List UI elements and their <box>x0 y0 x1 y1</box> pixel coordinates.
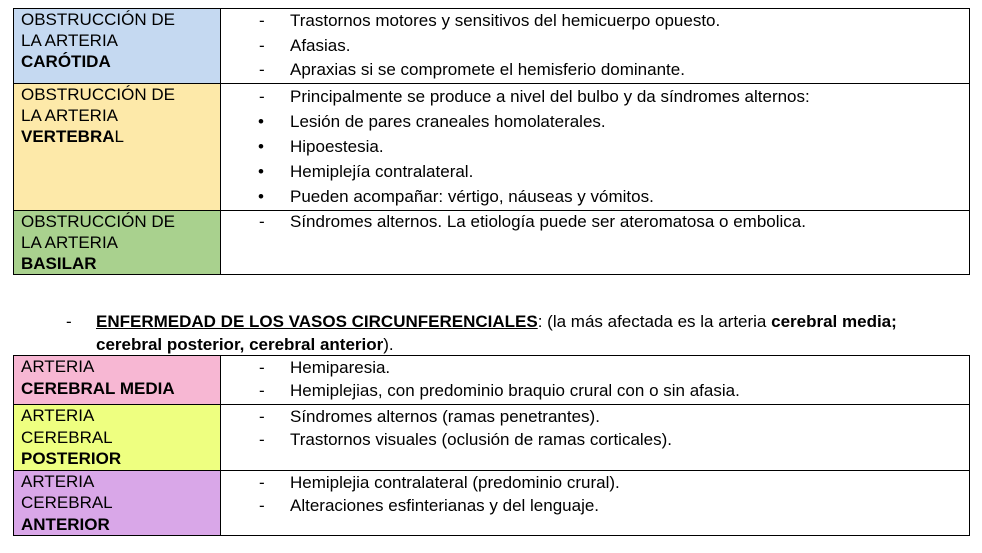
item-text: Síndromes alternos (ramas penetrantes). <box>290 407 600 426</box>
content-cell <box>221 210 970 274</box>
content-cell <box>221 405 970 471</box>
bullet-marker: • <box>258 111 264 131</box>
list-item <box>231 211 969 233</box>
label-line: OBSTRUCCIÓN DE <box>21 84 175 104</box>
label-bold: POSTERIOR <box>21 449 122 468</box>
heading-title: ENFERMEDAD DE LOS VASOS CIRCUNFERENCIALES <box>96 312 538 331</box>
list-item <box>231 471 969 494</box>
item-list <box>231 356 969 402</box>
label-bold: BASILAR <box>21 253 97 273</box>
item-text: Apraxias si se compromete el hemisferio dominante. <box>290 60 685 79</box>
cerebral-arteries-table <box>13 355 970 536</box>
dash-marker: - <box>259 211 265 231</box>
dash-marker: - <box>259 358 265 377</box>
item-text: Trastornos motores y sensitivos del hemicuerpo opuesto. <box>290 11 721 30</box>
list-item <box>231 58 969 83</box>
list-item <box>231 379 969 402</box>
list-item <box>231 9 969 34</box>
table-row <box>14 405 970 471</box>
dash-marker: - <box>259 86 265 106</box>
heading-text: (la más afectada es la arteria <box>542 312 772 331</box>
label-line: OBSTRUCCIÓN DE <box>21 211 175 231</box>
list-item <box>231 34 969 59</box>
label-line: LA ARTERIA <box>21 105 119 125</box>
item-text: Lesión de pares craneales homolaterales. <box>290 111 606 131</box>
label-cell-media <box>14 356 221 405</box>
label-bold: CARÓTIDA <box>21 52 111 71</box>
list-item <box>231 84 969 109</box>
dash-marker: - <box>259 11 265 30</box>
label-line: LA ARTERIA <box>21 232 119 252</box>
item-text: Hemiparesia. <box>290 358 391 377</box>
dash-marker: - <box>259 472 265 492</box>
section-heading <box>66 310 946 356</box>
label-cell-vertebral <box>14 83 221 210</box>
content-cell <box>221 356 970 405</box>
list-item <box>231 109 969 134</box>
list-item <box>231 428 969 451</box>
item-list <box>231 405 969 451</box>
bullet-marker: • <box>258 187 264 207</box>
item-text: Alteraciones esfinterianas y del lenguaje. <box>290 495 600 515</box>
list-item <box>231 134 969 159</box>
label-line: LA ARTERIA <box>21 31 119 50</box>
label-line: ARTERIA <box>21 471 95 491</box>
label-line: CEREBRAL <box>21 493 113 512</box>
label-cell-carotida <box>14 9 221 84</box>
item-list <box>231 211 969 233</box>
item-text: Principalmente se produce a nivel del bulbo y da síndromes alternos: <box>290 86 810 106</box>
list-item <box>231 184 969 209</box>
item-text: Hipoestesia. <box>290 136 384 156</box>
heading-colon: : <box>537 312 543 331</box>
item-text: Afasias. <box>290 35 351 55</box>
item-list <box>231 84 969 210</box>
item-text: Síndromes alternos. La etiología puede ser ateromatosa o embolica. <box>290 211 806 231</box>
label-bold: CEREBRAL MEDIA <box>21 378 175 398</box>
dash-marker: - <box>259 60 265 79</box>
dash-marker: - <box>259 430 265 449</box>
dash-marker: - <box>259 381 265 400</box>
item-text: Hemiplejias, con predominio braquio crural con o sin afasia. <box>290 381 740 400</box>
label-line: ARTERIA <box>21 357 95 376</box>
item-text: Pueden acompañar: vértigo, náuseas y vómitos. <box>290 187 654 207</box>
content-cell <box>221 83 970 210</box>
heading-text-end: ). <box>383 335 394 354</box>
list-item <box>231 356 969 379</box>
label-cell-basilar <box>14 210 221 274</box>
label-line: OBSTRUCCIÓN DE <box>21 10 175 29</box>
item-list <box>231 9 969 83</box>
item-text: Trastornos visuales (oclusión de ramas corticales). <box>290 430 673 449</box>
table-row <box>14 356 970 405</box>
label-tail: L <box>114 126 124 146</box>
table-row <box>14 470 970 536</box>
dash-marker: - <box>259 407 265 426</box>
label-cell-anterior <box>14 470 221 536</box>
content-cell <box>221 470 970 536</box>
dash-marker: - <box>259 35 265 55</box>
label-line: ARTERIA <box>21 406 95 425</box>
arterial-obstruction-table <box>13 8 970 275</box>
dash-marker: - <box>259 495 265 515</box>
bullet-marker: • <box>258 162 264 182</box>
table-row <box>14 83 970 210</box>
label-cell-posterior <box>14 405 221 471</box>
list-item <box>231 494 969 517</box>
item-text: Hemiplejia contralateral (predominio crural). <box>290 472 620 492</box>
list-item <box>231 405 969 428</box>
table-row <box>14 9 970 84</box>
label-bold: VERTEBRA <box>21 126 115 146</box>
item-list <box>231 471 969 517</box>
item-text: Hemiplejía contralateral. <box>290 162 474 182</box>
content-cell <box>221 9 970 84</box>
dash-marker: - <box>66 312 72 331</box>
label-line: CEREBRAL <box>21 427 113 447</box>
list-item <box>231 159 969 184</box>
heading-bold-text: cerebral media; cerebral posterior, cerebral anterior <box>96 312 897 354</box>
bullet-marker: • <box>258 136 264 156</box>
table-row <box>14 210 970 274</box>
label-bold: ANTERIOR <box>21 514 110 534</box>
